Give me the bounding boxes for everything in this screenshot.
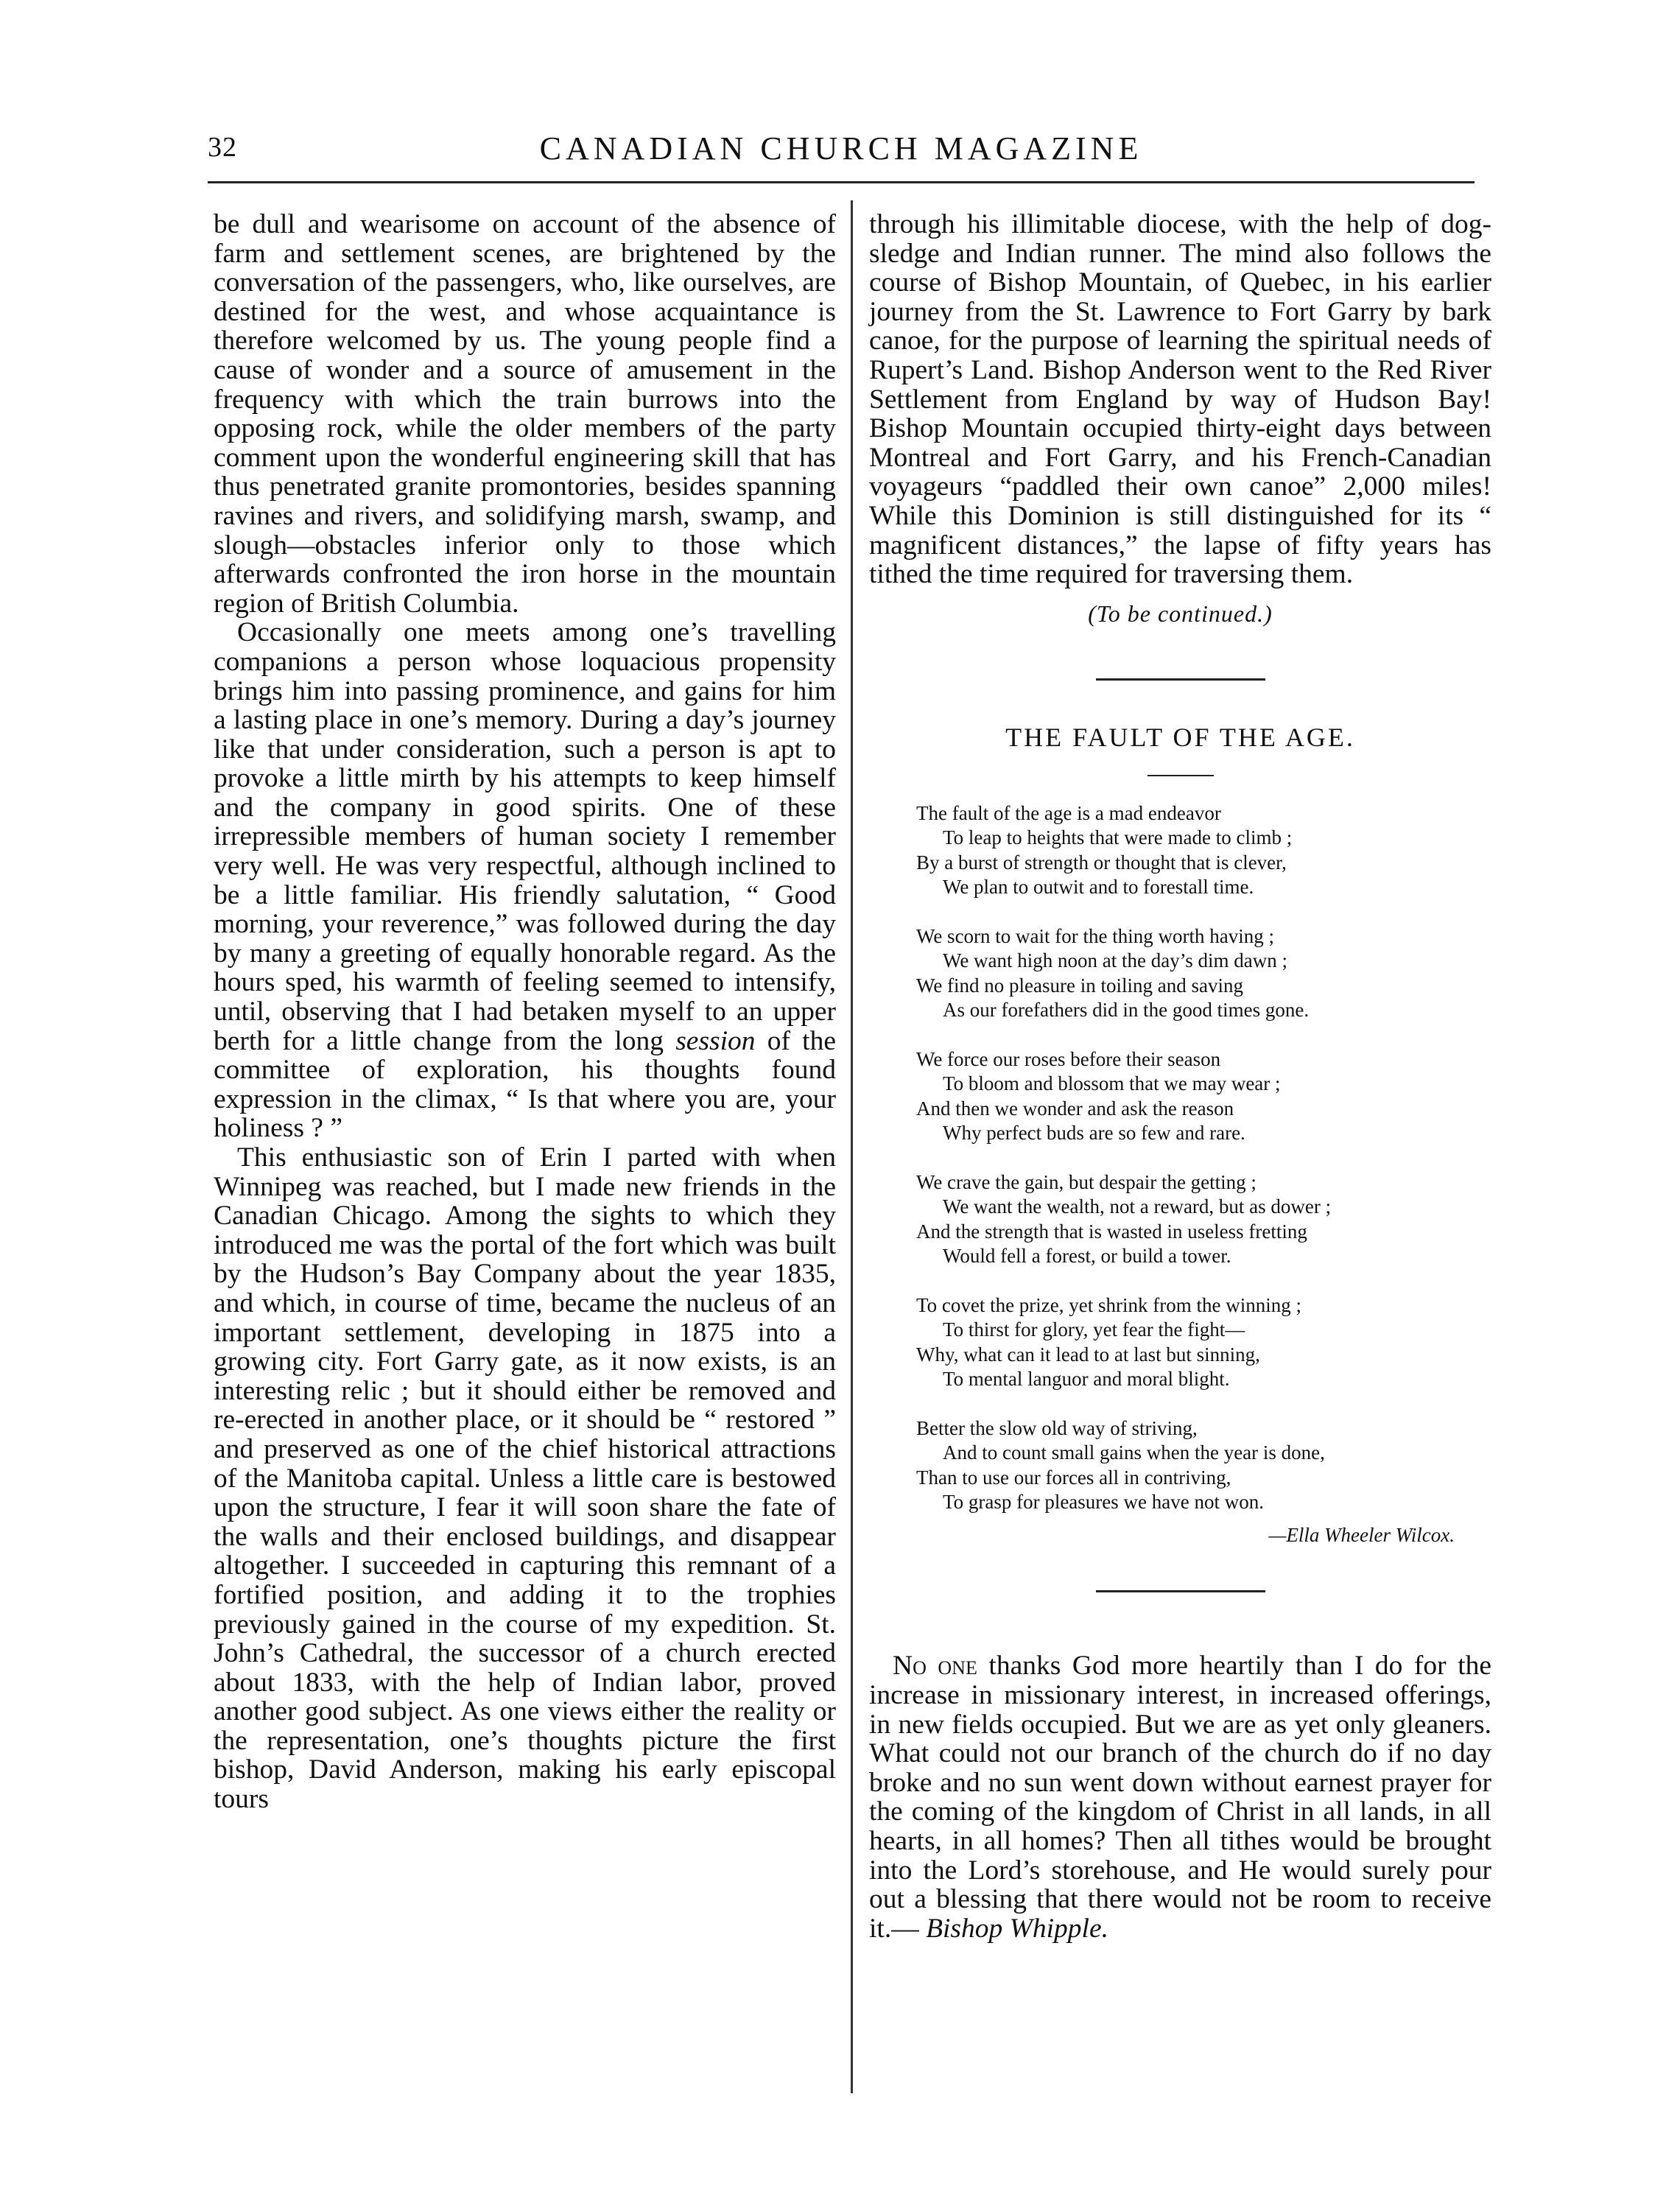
- whipple-quote-attribution: Bishop Whipple.: [926, 1913, 1108, 1944]
- left-paragraph-2-emphasis: session: [675, 1025, 756, 1056]
- right-paragraph-1: through his illimitable diocese, with the help of dog-sledge and Indian runner. The mind also follows the course of Bishop Mountain, of Quebec, in his earlier journey from the St. Lawrence to Fort Garry by bark canoe, for the purpose of learning the spiritual needs of Rupert’s Land. Bishop Anderson went to the Red River Settlement from England by way of Hudson Bay! Bishop Mountain occupied thirty-eight days between Montreal and Fort Garry, and his French-Canadian voyageurs “paddled their own canoe” 2,000 miles! While this Dominion is still distinguished for its “ magnificent distances,” the lapse of fifty years has tithed the time required for traversing them.: [869, 209, 1491, 590]
- poem-line: We want the wealth, not a reward, but as dower ;: [943, 1195, 1332, 1218]
- poem-line: We crave the gain, but despair the getting ;: [916, 1170, 1257, 1193]
- poem-line: To mental languor and moral blight.: [943, 1368, 1230, 1391]
- page-header: [208, 125, 1475, 177]
- left-paragraph-2-part-b: of the committee of exploration, his thoughts found expression in the climax, “ Is that where you are, your holiness ? ”: [214, 1025, 836, 1144]
- poem-title: THE FAULT OF THE AGE.: [1005, 723, 1355, 753]
- poem-line: And the strength that is wasted in useless fretting: [916, 1220, 1307, 1243]
- poem-stanza-3: [916, 1047, 1491, 1146]
- poem-line: We want high noon at the day’s dim dawn ;: [943, 949, 1287, 972]
- poem-line: Why, what can it lead to at last but sinning,: [916, 1343, 1260, 1366]
- section-rule-2: [1096, 1590, 1265, 1592]
- page-number: 32: [208, 132, 237, 163]
- poem-line: As our forefathers did in the good times gone.: [943, 999, 1310, 1022]
- poem-line: To leap to heights that were made to climb ;: [943, 826, 1293, 849]
- poem-stanza-5: [916, 1293, 1491, 1392]
- poem-line: To bloom and blossom that we may wear ;: [943, 1072, 1281, 1095]
- poem-attribution: —Ella Wheeler Wilcox.: [1268, 1523, 1455, 1546]
- to-be-continued-note: (To be continued.): [1088, 600, 1273, 627]
- poem-title-rule: [1147, 775, 1214, 776]
- poem-line: And to count small gains when the year is done,: [943, 1441, 1325, 1464]
- left-paragraph-3: This enthusiastic son of Erin I parted with when Winnipeg was reached, but I made new friends in the Canadian Chicago. Among the sights to which they introduced me was the portal of the fort which was built by the Hudson’s Bay Company about the year 1835, and which, in course of time, became the nucleus of an important settlement, developing in 1875 into a growing city. Fort Garry gate, as it now exists, is an interesting relic ; but it should either be removed and re-erected in another place, or it should be “ restored ” and preserved as one of the chief historical attractions of the Manitoba capital. Unless a little care is bestowed upon the structure, I fear it will soon share the fate of the walls and their enclosed buildings, and disappear altogether. I succeeded in capturing this remnant of a fortified position, and adding it to the trophies previously gained in the course of my expedition. St. John’s Cathedral, the successor of a church erected about 1833, with the help of Indian labor, proved another good subject. As one views either the reality or the representation, one’s thoughts picture the first bishop, David Anderson, making his early episcopal tours: [214, 1142, 836, 1815]
- poem-line: The fault of the age is a mad endeavor: [916, 801, 1221, 824]
- poem-stanza-2: [916, 924, 1491, 1023]
- poem-line: We plan to outwit and to forestall time.: [943, 876, 1254, 899]
- poem-line: Than to use our forces all in contriving,: [916, 1466, 1231, 1489]
- poem: [916, 801, 1491, 1548]
- running-title: CANADIAN CHURCH MAGAZINE: [539, 130, 1143, 166]
- poem-line: We force our roses before their season: [916, 1047, 1221, 1070]
- poem-line: To thirst for glory, yet fear the fight—: [943, 1318, 1245, 1341]
- left-paragraph-2: [214, 618, 836, 1143]
- column-divider: [851, 200, 853, 2093]
- poem-stanza-1: [916, 801, 1491, 900]
- header-rule: [208, 181, 1475, 183]
- section-rule-1: [1096, 678, 1265, 681]
- poem-line: We find no pleasure in toiling and saving: [916, 974, 1243, 997]
- whipple-quote: [869, 1651, 1491, 1943]
- left-column: [214, 210, 836, 1814]
- whipple-quote-body: thanks God more heartily than I do for the increase in missionary interest, in increased offerings, in new fields occupied. But we are as yet only gleaners. What could not our branch of the church do if no day broke and no sun went down without earnest prayer for the coming of the kingdom of Christ in all lands, in all hearts, in all homes? Then all tithes would be brought into the Lord’s storehouse, and He would surely pour out a blessing that there would not be room to receive it.—: [869, 1651, 1492, 1944]
- poem-line: Better the slow old way of striving,: [916, 1416, 1198, 1439]
- poem-line: We scorn to wait for the thing worth having ;: [916, 924, 1274, 947]
- poem-line: Would fell a forest, or build a tower.: [943, 1245, 1231, 1268]
- poem-line: To grasp for pleasures we have not won.: [943, 1491, 1264, 1514]
- left-paragraph-2-part-a: Occasionally one meets among one’s travelling companions a person whose loquacious propensity brings him into passing prominence, and gains for him a lasting place in one’s memory. During a day’s journey like that under consideration, such a person is apt to provoke a little mirth by his attempts to keep himself and the company in good spirits. One of these irrepressible members of human society I remember very well. He was very respectful, although inclined to be a little familiar. His friendly salutation, “ Good morning, your reverence,” was followed during the day by many a greeting of equally honorable regard. As the hours sped, his warmth of feeling seemed to intensify, until, observing that I had betaken myself to an upper berth for a little change from the long: [214, 617, 836, 1056]
- whipple-quote-lead: No one: [893, 1651, 977, 1682]
- poem-line: By a burst of strength or thought that is clever,: [916, 851, 1287, 874]
- poem-stanza-4: [916, 1170, 1491, 1269]
- poem-line: To covet the prize, yet shrink from the winning ;: [916, 1293, 1301, 1316]
- poem-stanza-6: [916, 1416, 1491, 1515]
- poem-line: Why perfect buds are so few and rare.: [943, 1122, 1245, 1145]
- poem-line: And then we wonder and ask the reason: [916, 1097, 1234, 1120]
- right-column: [869, 210, 1491, 1943]
- left-paragraph-1: be dull and wearisome on account of the absence of farm and settlement scenes, are brightened by the conversation of the passengers, who, like ourselves, are destined for the west, and whose acquaintance is therefore welcomed by us. The young people find a cause of wonder and a source of amusement in the frequency with which the train burrows into the opposing rock, while the older members of the party comment upon the wonderful engineering skill that has thus penetrated granite promontories, besides spanning ravines and rivers, and solidifying marsh, swamp, and slough—obstacles inferior only to those which afterwards confronted the iron horse in the mountain region of British Columbia.: [214, 209, 836, 619]
